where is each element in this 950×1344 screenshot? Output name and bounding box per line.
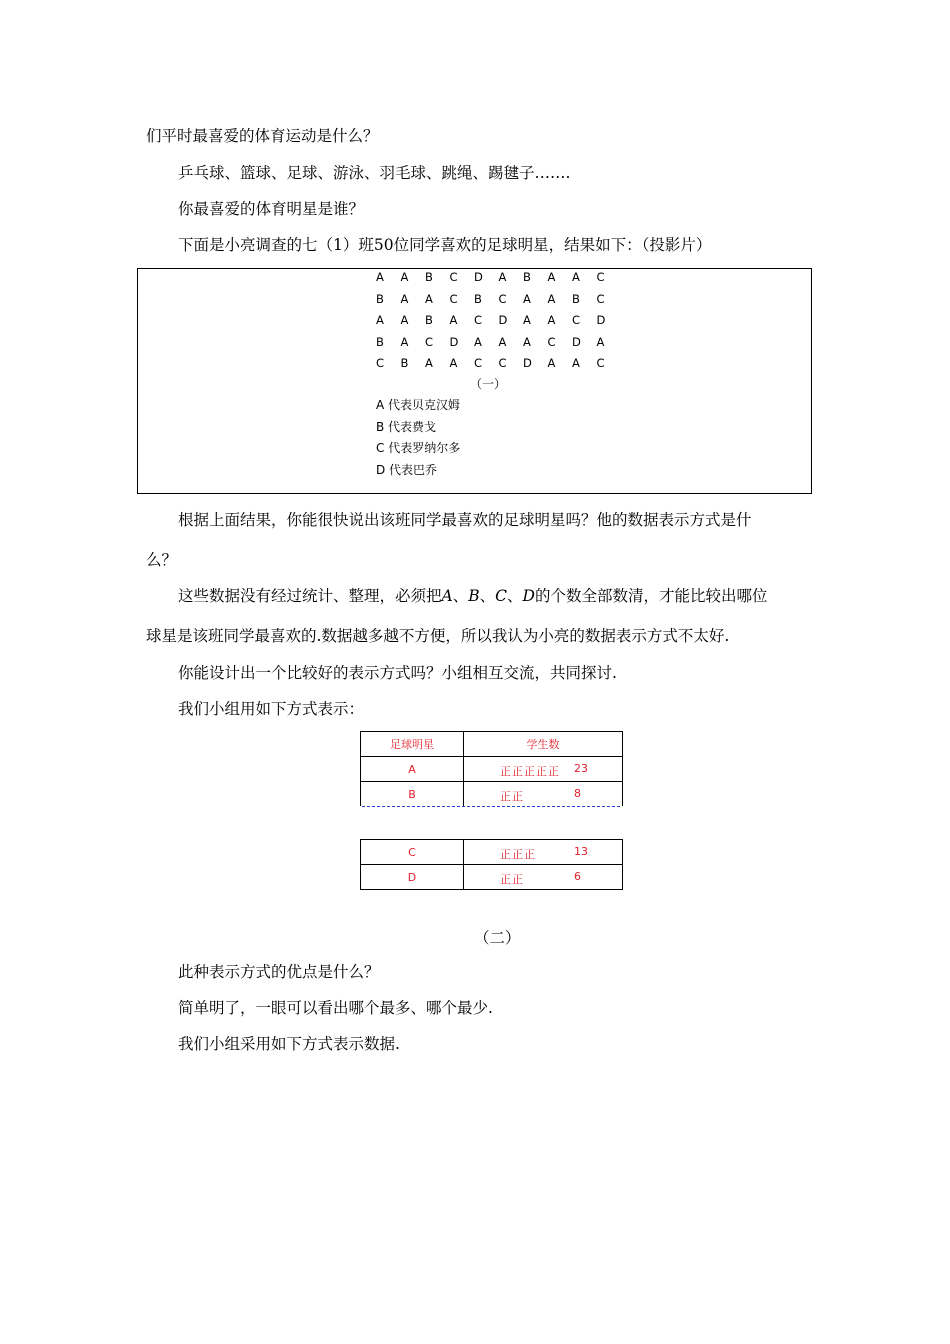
letter-cell: A [547,270,556,284]
letter-cell: A [400,313,409,327]
figure-2-caption: （二） [474,929,521,947]
letter-cell: A [547,291,556,306]
letter-cell: B [376,291,384,306]
tally-marks: 正正正正正 [500,765,560,778]
letter-cell: C [547,334,556,349]
page-break-line [362,806,620,807]
letter-cell: B [376,334,384,349]
letter-cell: C [449,270,458,284]
header-count: 学生数 [526,738,560,751]
letter-cell: C [596,270,605,284]
table-row [361,865,623,890]
count-value: 23 [574,762,588,775]
letter-cell: A [498,270,507,284]
star-name: C [408,845,416,859]
letter-cell: C [498,291,507,306]
star-name: A [408,762,416,776]
table-row [361,757,623,782]
letter-cell: D [523,356,532,370]
star-name: D [407,870,417,884]
figure-1-caption: （一） [470,377,507,391]
letter-cell: B [523,270,531,284]
letter-cell: A [498,334,507,349]
letter-cell: A [376,313,384,327]
text-line: 我们小组用如下方式表示： [178,700,365,718]
table-row [361,840,623,865]
letter-cell: A [449,313,458,327]
letter-cell: C [425,334,434,349]
letter-cell: A [596,334,605,349]
letter-cell: C [572,313,581,327]
letter-cell: A [400,270,409,284]
letter-cell: C [596,356,605,370]
letter-cell: D [572,334,581,349]
letter-cell: B [572,291,580,306]
letter-cell: D [474,270,483,284]
letter-cell: A [400,334,409,349]
letter-cell: B [425,313,433,327]
letter-row [376,292,621,306]
letter-cell: B [474,291,482,306]
tally-marks: 正正 [500,790,524,803]
header-star: 足球明星 [390,738,434,751]
text-line: 我们小组采用如下方式表示数据. [178,1035,400,1053]
letter-cell: A [425,291,433,306]
letter-cell: A [547,356,556,370]
tally-table-bottom [360,839,623,890]
tally-marks: 正正正 [500,848,536,861]
text-line: 乒乓球、篮球、足球、游泳、羽毛球、跳绳、踢毽子……. [178,164,571,182]
legend-item: B 代表费戈 [376,419,437,434]
letter-row [376,356,621,370]
letter-cell: B [425,270,433,284]
count-value: 13 [574,845,588,858]
star-name: B [408,787,416,801]
letter-cell: C [498,356,507,370]
letter-cell: A [449,356,458,370]
text-line: 简单明了，一眼可以看出哪个最多、哪个最少. [178,999,493,1017]
letter-cell: A [376,270,384,284]
letter-cell: D [498,313,508,327]
text-line: 你能设计出一个比较好的表示方式吗？小组相互交流，共同探讨. [178,664,617,682]
letter-cell: C [474,313,483,327]
text-line: 这些数据没有经过统计、整理，必须把A、B、C、D的个数全部数清，才能比较出哪位 [178,587,768,605]
letter-row [376,335,621,349]
text-line: 此种表示方式的优点是什么？ [178,963,380,981]
text-line: 下面是小亮调查的七（1）班50位同学喜欢的足球明星，结果如下：（投影片） [178,236,712,254]
tally-marks: 正正 [500,873,524,886]
text-line: 根据上面结果，你能很快说出该班同学最喜欢的足球明星吗？他的数据表示方式是什 [178,511,752,529]
letter-cell: C [596,291,605,306]
table-header-row [361,732,623,757]
count-value: 6 [574,870,581,883]
text-line: 们平时最喜爱的体育运动是什么？ [146,127,379,145]
text-line: 球星是该班同学最喜欢的.数据越多越不方便，所以我认为小亮的数据表示方式不太好. [146,627,730,645]
table-row [361,782,623,807]
tally-table-top [360,731,623,806]
text-line: 你最喜爱的体育明星是谁？ [178,200,365,218]
legend-item: A 代表贝克汉姆 [376,398,461,412]
letter-cell: A [523,291,531,306]
legend-item: D 代表巴乔 [376,462,438,477]
text-line: 么？ [146,551,178,569]
letter-cell: C [376,356,385,370]
letter-cell: A [474,334,482,349]
count-value: 8 [574,787,581,800]
letter-cell: C [449,291,458,306]
letter-cell: A [572,356,580,370]
letter-cell: A [572,270,580,284]
letter-cell: A [425,356,433,370]
letter-cell: A [523,313,531,327]
letter-cell: D [449,334,459,349]
letter-cell: A [547,313,556,327]
legend-item: C 代表罗纳尔多 [376,441,461,455]
letter-cell: C [474,356,483,370]
letter-cell: A [523,334,531,349]
letter-row [376,313,621,327]
letter-cell: A [400,291,409,306]
letter-cell: D [596,313,606,327]
letter-cell: B [400,356,409,370]
letter-row [376,270,621,284]
